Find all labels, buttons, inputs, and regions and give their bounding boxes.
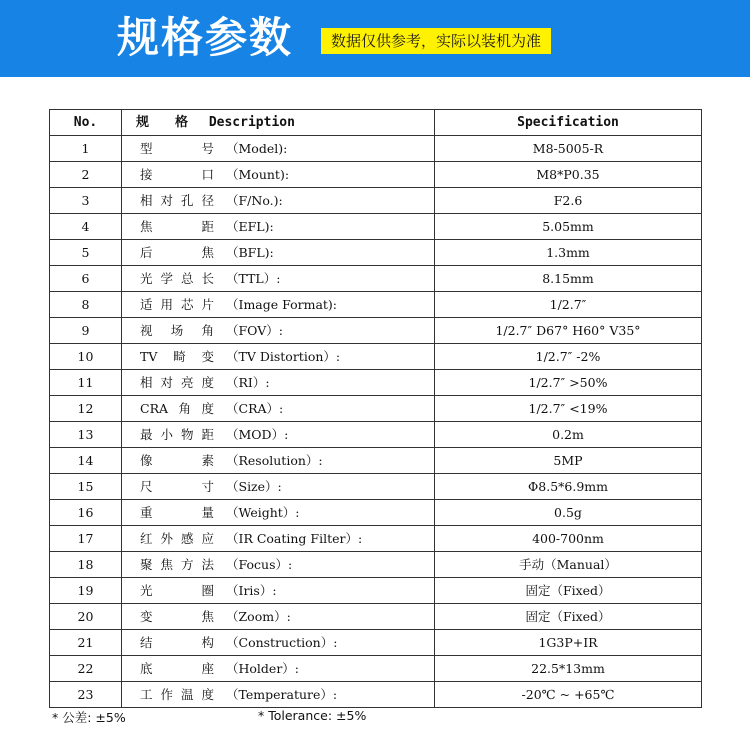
table-row xyxy=(50,422,702,448)
row-description xyxy=(122,136,435,162)
row-description-en: （IR Coating Filter）: xyxy=(226,531,363,546)
row-description-cn: 适用芯片 xyxy=(140,297,214,312)
row-specification: 1/2.7″ -2% xyxy=(435,344,702,370)
row-description xyxy=(122,500,435,526)
row-description-en: （Iris）: xyxy=(226,583,277,598)
row-description-en: （Focus）: xyxy=(226,557,293,572)
row-specification: 8.15mm xyxy=(435,266,702,292)
table-row xyxy=(50,162,702,188)
row-description-en: （Image Format): xyxy=(226,297,338,312)
row-number: 17 xyxy=(50,526,122,552)
row-description-en: （Temperature）: xyxy=(226,687,338,702)
row-description xyxy=(122,656,435,682)
header-no: No. xyxy=(50,110,122,136)
row-specification: 固定（Fixed） xyxy=(435,578,702,604)
header-specification: Specification xyxy=(435,110,702,136)
row-specification: 1/2.7″ <19% xyxy=(435,396,702,422)
row-specification: 1/2.7″ xyxy=(435,292,702,318)
row-description-en: （MOD）: xyxy=(226,427,289,442)
row-description-cn: 型号 xyxy=(140,141,214,156)
row-number: 22 xyxy=(50,656,122,682)
table-row xyxy=(50,266,702,292)
row-specification: 5.05mm xyxy=(435,214,702,240)
table-row xyxy=(50,448,702,474)
row-number: 15 xyxy=(50,474,122,500)
row-description xyxy=(122,474,435,500)
row-description xyxy=(122,578,435,604)
table-row xyxy=(50,500,702,526)
row-description-cn: TV畸变 xyxy=(140,349,214,364)
tolerance-note-en: * Tolerance: ±5% xyxy=(258,708,367,723)
row-specification: 22.5*13mm xyxy=(435,656,702,682)
row-description xyxy=(122,188,435,214)
row-description-cn: 结构 xyxy=(140,635,214,650)
row-description-en: （Zoom）: xyxy=(226,609,291,624)
row-number: 5 xyxy=(50,240,122,266)
row-specification: F2.6 xyxy=(435,188,702,214)
spec-table xyxy=(49,109,702,708)
row-description xyxy=(122,526,435,552)
row-description-cn: CRA角度 xyxy=(140,401,214,416)
row-description-en: （Resolution）: xyxy=(226,453,323,468)
table-row xyxy=(50,370,702,396)
row-description-cn: 像素 xyxy=(140,453,214,468)
row-description-en: （CRA）: xyxy=(226,401,284,416)
row-number: 1 xyxy=(50,136,122,162)
row-number: 19 xyxy=(50,578,122,604)
row-specification: -20℃ ~ +65℃ xyxy=(435,682,702,708)
row-description xyxy=(122,292,435,318)
row-specification: Φ8.5*6.9mm xyxy=(435,474,702,500)
row-description xyxy=(122,318,435,344)
row-number: 23 xyxy=(50,682,122,708)
table-row xyxy=(50,188,702,214)
row-number: 20 xyxy=(50,604,122,630)
row-description-cn: 重量 xyxy=(140,505,214,520)
disclaimer-badge: 数据仅供参考，实际以装机为准 xyxy=(321,28,551,54)
header-description-cn: 规 格 xyxy=(136,115,189,130)
row-specification: 1.3mm xyxy=(435,240,702,266)
row-description xyxy=(122,682,435,708)
table-header-row xyxy=(50,110,702,136)
row-specification: 1/2.7″ D67° H60° V35° xyxy=(435,318,702,344)
row-description xyxy=(122,370,435,396)
row-description-cn: 相对孔径 xyxy=(140,193,214,208)
row-description-cn: 工作温度 xyxy=(140,687,214,702)
row-specification: 400-700nm xyxy=(435,526,702,552)
row-description xyxy=(122,448,435,474)
row-description-en: （F/No.): xyxy=(226,193,283,208)
table-row xyxy=(50,396,702,422)
row-number: 16 xyxy=(50,500,122,526)
header-description xyxy=(122,110,435,136)
row-specification: 0.5g xyxy=(435,500,702,526)
row-specification: 1G3P+IR xyxy=(435,630,702,656)
row-number: 2 xyxy=(50,162,122,188)
table-row xyxy=(50,292,702,318)
row-description-en: （Mount): xyxy=(226,167,290,182)
table-row xyxy=(50,214,702,240)
row-number: 10 xyxy=(50,344,122,370)
row-description-en: （BFL): xyxy=(226,245,274,260)
row-description xyxy=(122,396,435,422)
row-specification: 手动（Manual） xyxy=(435,552,702,578)
row-number: 11 xyxy=(50,370,122,396)
table-row xyxy=(50,656,702,682)
header-banner xyxy=(0,0,750,77)
row-description xyxy=(122,422,435,448)
table-row xyxy=(50,604,702,630)
table-row xyxy=(50,578,702,604)
row-number: 12 xyxy=(50,396,122,422)
row-number: 6 xyxy=(50,266,122,292)
table-row xyxy=(50,474,702,500)
row-description xyxy=(122,552,435,578)
row-description-cn: 视场角 xyxy=(140,323,214,338)
row-description xyxy=(122,604,435,630)
row-description xyxy=(122,344,435,370)
table-row xyxy=(50,136,702,162)
row-description-en: （EFL): xyxy=(226,219,274,234)
row-number: 9 xyxy=(50,318,122,344)
row-number: 3 xyxy=(50,188,122,214)
row-number: 13 xyxy=(50,422,122,448)
row-specification: 0.2m xyxy=(435,422,702,448)
row-specification: M8*P0.35 xyxy=(435,162,702,188)
row-specification: M8-5005-R xyxy=(435,136,702,162)
row-description xyxy=(122,266,435,292)
row-description-cn: 红外感应 xyxy=(140,531,214,546)
row-description-en: （Construction）: xyxy=(226,635,338,650)
header-description-en: Description xyxy=(208,115,295,130)
row-description-en: （FOV）: xyxy=(226,323,283,338)
row-description-cn: 底座 xyxy=(140,661,214,676)
table-row xyxy=(50,682,702,708)
row-description-en: （Size）: xyxy=(226,479,282,494)
row-description xyxy=(122,240,435,266)
table-row xyxy=(50,630,702,656)
tolerance-note-cn: * 公差: ±5% xyxy=(52,710,126,725)
row-description-cn: 光学总长 xyxy=(140,271,214,286)
table-row xyxy=(50,344,702,370)
table-row xyxy=(50,526,702,552)
row-description xyxy=(122,162,435,188)
row-description xyxy=(122,630,435,656)
row-description-cn: 聚焦方法 xyxy=(140,557,214,572)
table-row xyxy=(50,552,702,578)
row-number: 21 xyxy=(50,630,122,656)
row-description-cn: 尺寸 xyxy=(140,479,214,494)
row-description-en: （RI）: xyxy=(226,375,270,390)
row-description-cn: 最小物距 xyxy=(140,427,214,442)
row-description-cn: 相对亮度 xyxy=(140,375,214,390)
table-row xyxy=(50,240,702,266)
table-row xyxy=(50,318,702,344)
row-description-en: （Model): xyxy=(226,141,288,156)
row-number: 4 xyxy=(50,214,122,240)
row-description xyxy=(122,214,435,240)
row-specification: 1/2.7″ >50% xyxy=(435,370,702,396)
row-description-en: （Holder）: xyxy=(226,661,300,676)
page-title: 规格参数 xyxy=(117,13,294,62)
row-specification: 固定（Fixed） xyxy=(435,604,702,630)
row-description-en: （TV Distortion）: xyxy=(226,349,341,364)
row-description-cn: 后焦 xyxy=(140,245,214,260)
row-description-en: （Weight）: xyxy=(226,505,300,520)
row-description-cn: 光圈 xyxy=(140,583,214,598)
row-specification: 5MP xyxy=(435,448,702,474)
row-description-cn: 变焦 xyxy=(140,609,214,624)
row-number: 18 xyxy=(50,552,122,578)
row-number: 8 xyxy=(50,292,122,318)
row-description-cn: 接口 xyxy=(140,167,214,182)
row-description-en: （TTL）: xyxy=(226,271,281,286)
row-number: 14 xyxy=(50,448,122,474)
row-description-cn: 焦距 xyxy=(140,219,214,234)
